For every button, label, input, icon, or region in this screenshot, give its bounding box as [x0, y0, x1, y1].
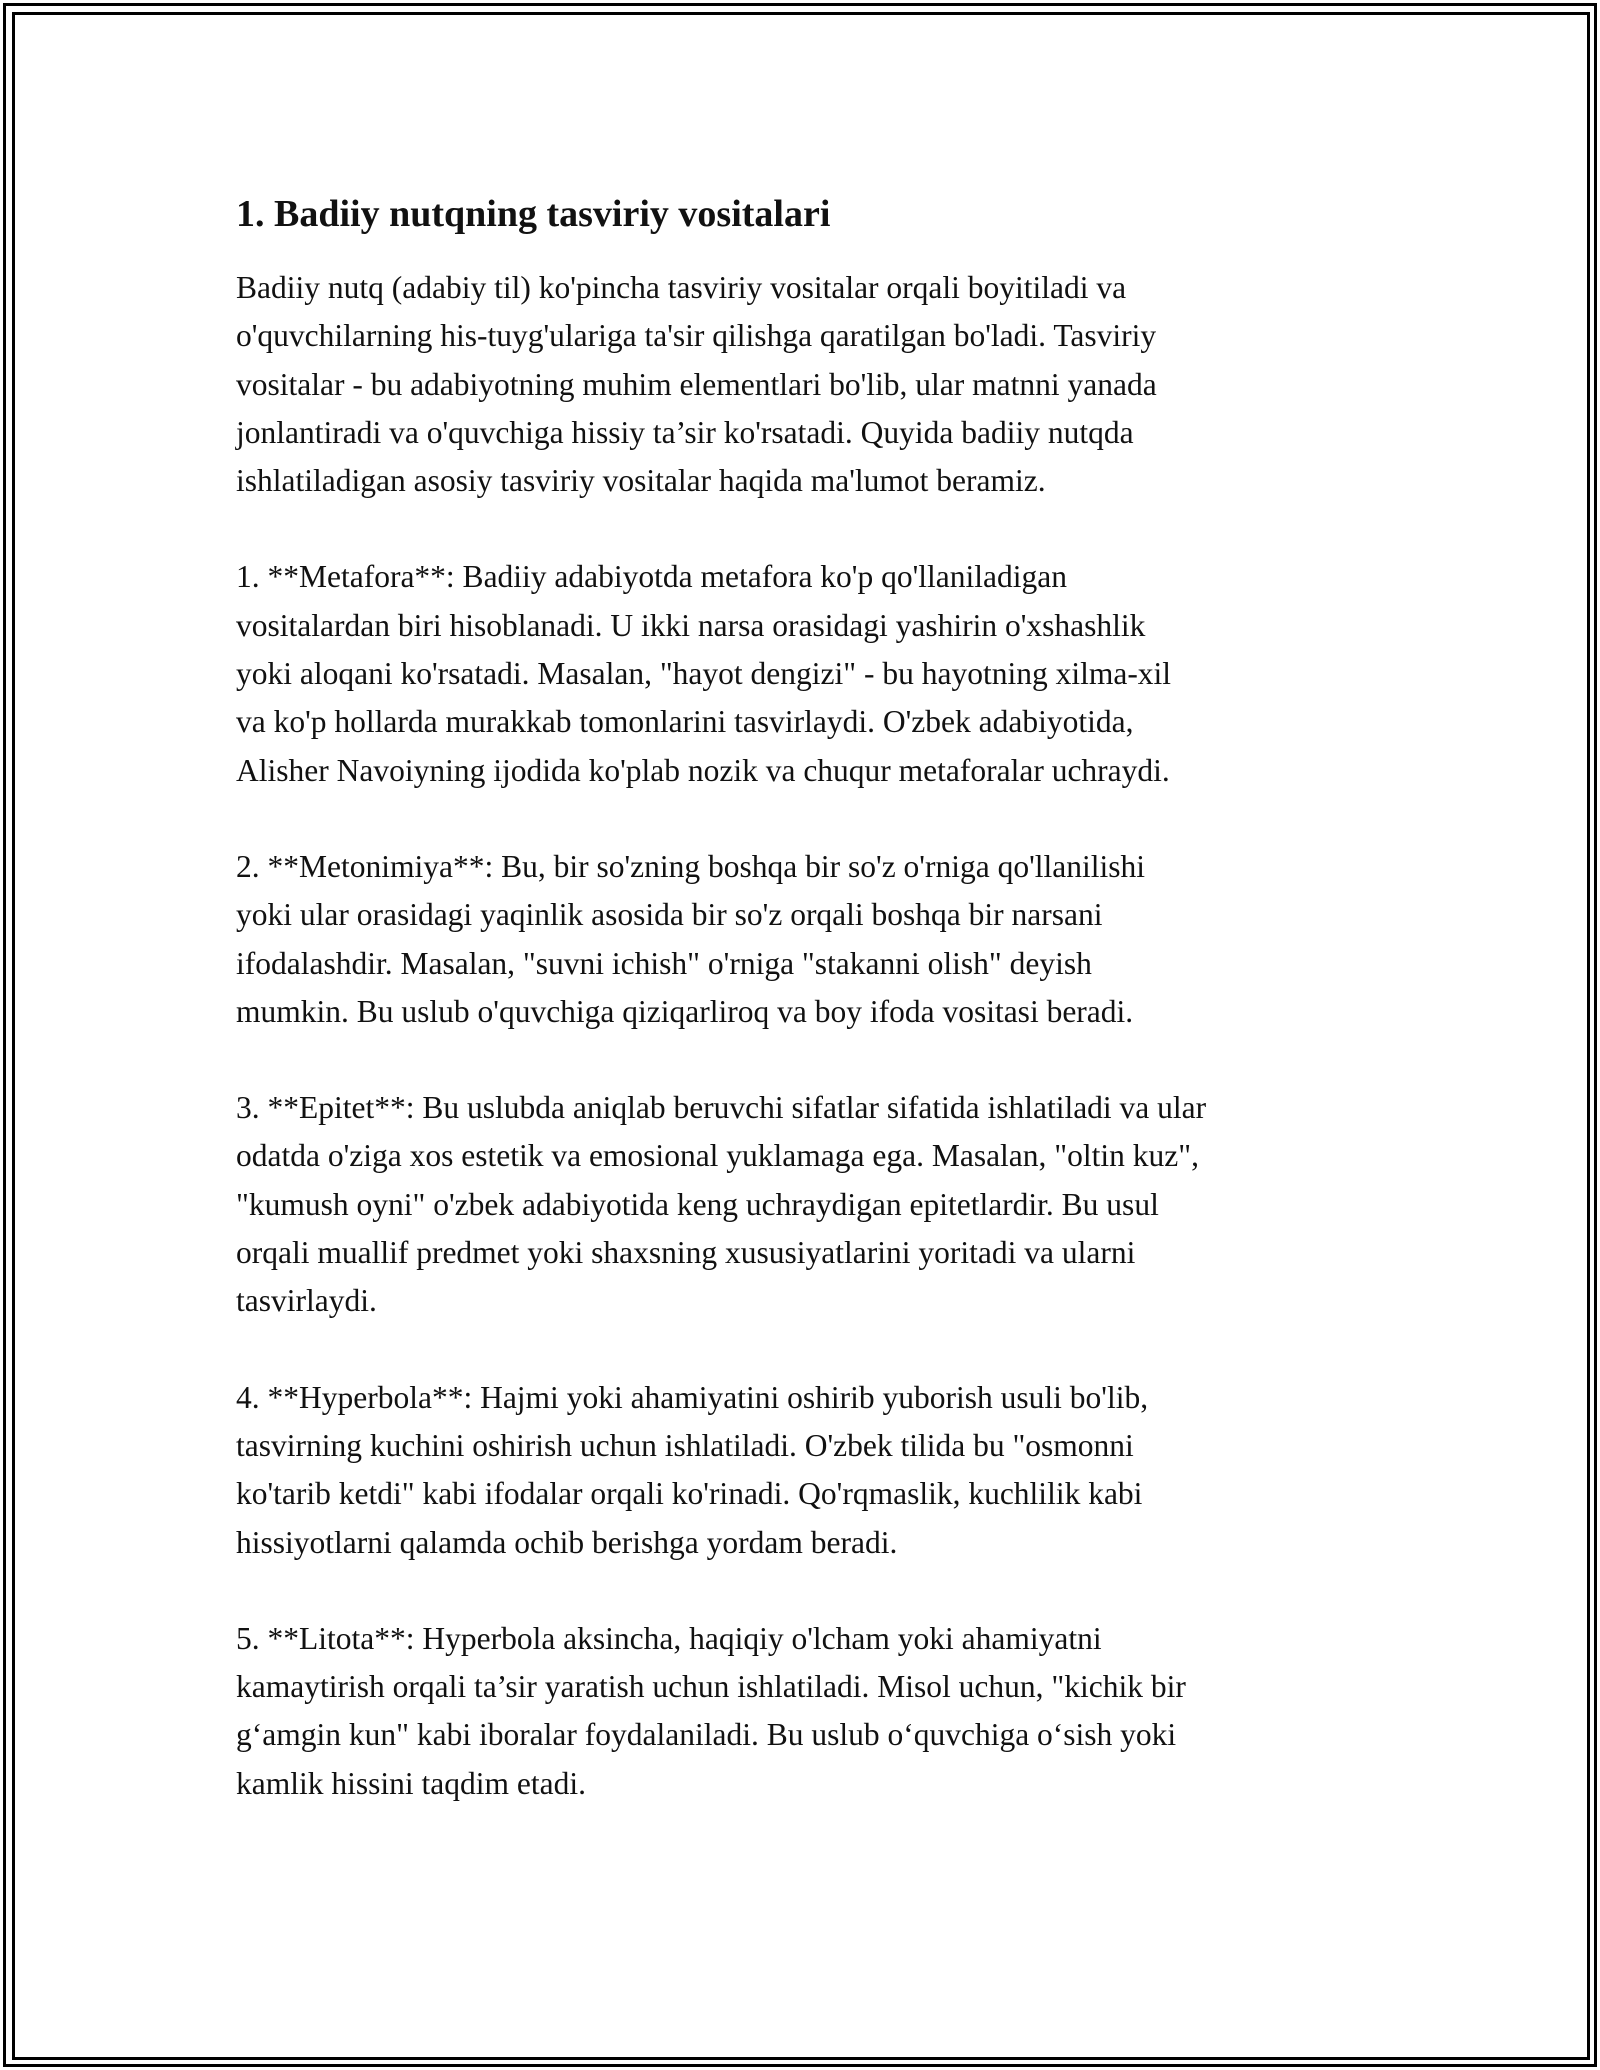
text-line: ifodalashdir. Masalan, "suvni ichish" o'rniga "stakanni olish" deyish [236, 945, 1092, 981]
text-line: 3. **Epitet**: Bu uslubda aniqlab beruvchi sifatlar sifatida ishlatiladi va ular [236, 1090, 1207, 1126]
intro-paragraph [236, 264, 1376, 505]
list-item-litota [236, 1615, 1376, 1808]
text-line: orqali muallif predmet yoki shaxsning xususiyatlarini yoritadi va ularni [236, 1235, 1136, 1271]
text-line: Alisher Navoiyning ijodida ko'plab nozik va chuqur metaforalar uchraydi. [236, 752, 1170, 788]
text-line: 5. **Litota**: Hyperbola aksincha, haqiqiy o'lcham yoki ahamiyatni [236, 1620, 1102, 1656]
text-line: 1. **Metafora**: Badiiy adabiyotda metafora ko'p qo'llaniladigan [236, 559, 1067, 595]
text-line: g‘amgin kun" kabi iboralar foydalaniladi. Bu uslub o‘quvchiga o‘sish yoki [236, 1717, 1177, 1753]
text-line: jonlantiradi va o'quvchiga hissiy ta’sir ko'rsatadi. Quyida badiiy nutqda [236, 414, 1134, 450]
text-line: odatda o'ziga xos estetik va emosional yuklamaga ega. Masalan, "oltin kuz", [236, 1138, 1199, 1174]
text-line: ishlatiladigan asosiy tasviriy vositalar haqida ma'lumot beramiz. [236, 463, 1046, 499]
text-line: vositalar - bu adabiyotning muhim elementlari bo'lib, ular matnni yanada [236, 366, 1157, 402]
text-line: va ko'p hollarda murakkab tomonlarini tasvirlaydi. O'zbek adabiyotida, [236, 704, 1134, 740]
list-item-hyperbola [236, 1374, 1376, 1567]
section-heading: 1. Badiiy nutqning tasviriy vositalari [236, 193, 831, 235]
list-item-metonimiya [236, 843, 1376, 1036]
text-line: o'quvchilarning his-tuyg'ulariga ta'sir qilishga qaratilgan bo'ladi. Tasviriy [236, 318, 1157, 354]
text-line: 2. **Metonimiya**: Bu, bir so'zning boshqa bir so'z o'rniga qo'llanilishi [236, 848, 1145, 884]
text-line: kamaytirish orqali ta’sir yaratish uchun ishlatiladi. Misol uchun, "kichik bir [236, 1669, 1186, 1705]
document-body [236, 188, 1376, 1856]
text-line: mumkin. Bu uslub o'quvchiga qiziqarliroq va boy ifoda vositasi beradi. [236, 993, 1134, 1029]
list-item-epitet [236, 1084, 1376, 1325]
text-line: 4. **Hyperbola**: Hajmi yoki ahamiyatini oshirib yuborish usuli bo'lib, [236, 1379, 1149, 1415]
text-line: vositalardan biri hisoblanadi. U ikki narsa orasidagi yashirin o'xshashlik [236, 607, 1146, 643]
text-line: kamlik hissini taqdim etadi. [236, 1765, 586, 1801]
text-line: yoki aloqani ko'rsatadi. Masalan, "hayot dengizi" - bu hayotning xilma-xil [236, 656, 1172, 692]
list-item-metafora [236, 553, 1376, 794]
text-line: "kumush oyni" o'zbek adabiyotida keng uchraydigan epitetlardir. Bu usul [236, 1186, 1159, 1222]
text-line: tasvirlaydi. [236, 1283, 377, 1319]
text-line: hissiyotlarni qalamda ochib berishga yordam beradi. [236, 1524, 898, 1560]
text-line: yoki ular orasidagi yaqinlik asosida bir so'z orqali boshqa bir narsani [236, 897, 1103, 933]
text-line: tasvirning kuchini oshirish uchun ishlatiladi. O'zbek tilida bu "osmonni [236, 1427, 1134, 1463]
text-line: Badiiy nutq (adabiy til) ko'pincha tasviriy vositalar orqali boyitiladi va [236, 270, 1127, 305]
text-line: ko'tarib ketdi" kabi ifodalar orqali ko'rinadi. Qo'rqmaslik, kuchlilik kabi [236, 1476, 1143, 1512]
